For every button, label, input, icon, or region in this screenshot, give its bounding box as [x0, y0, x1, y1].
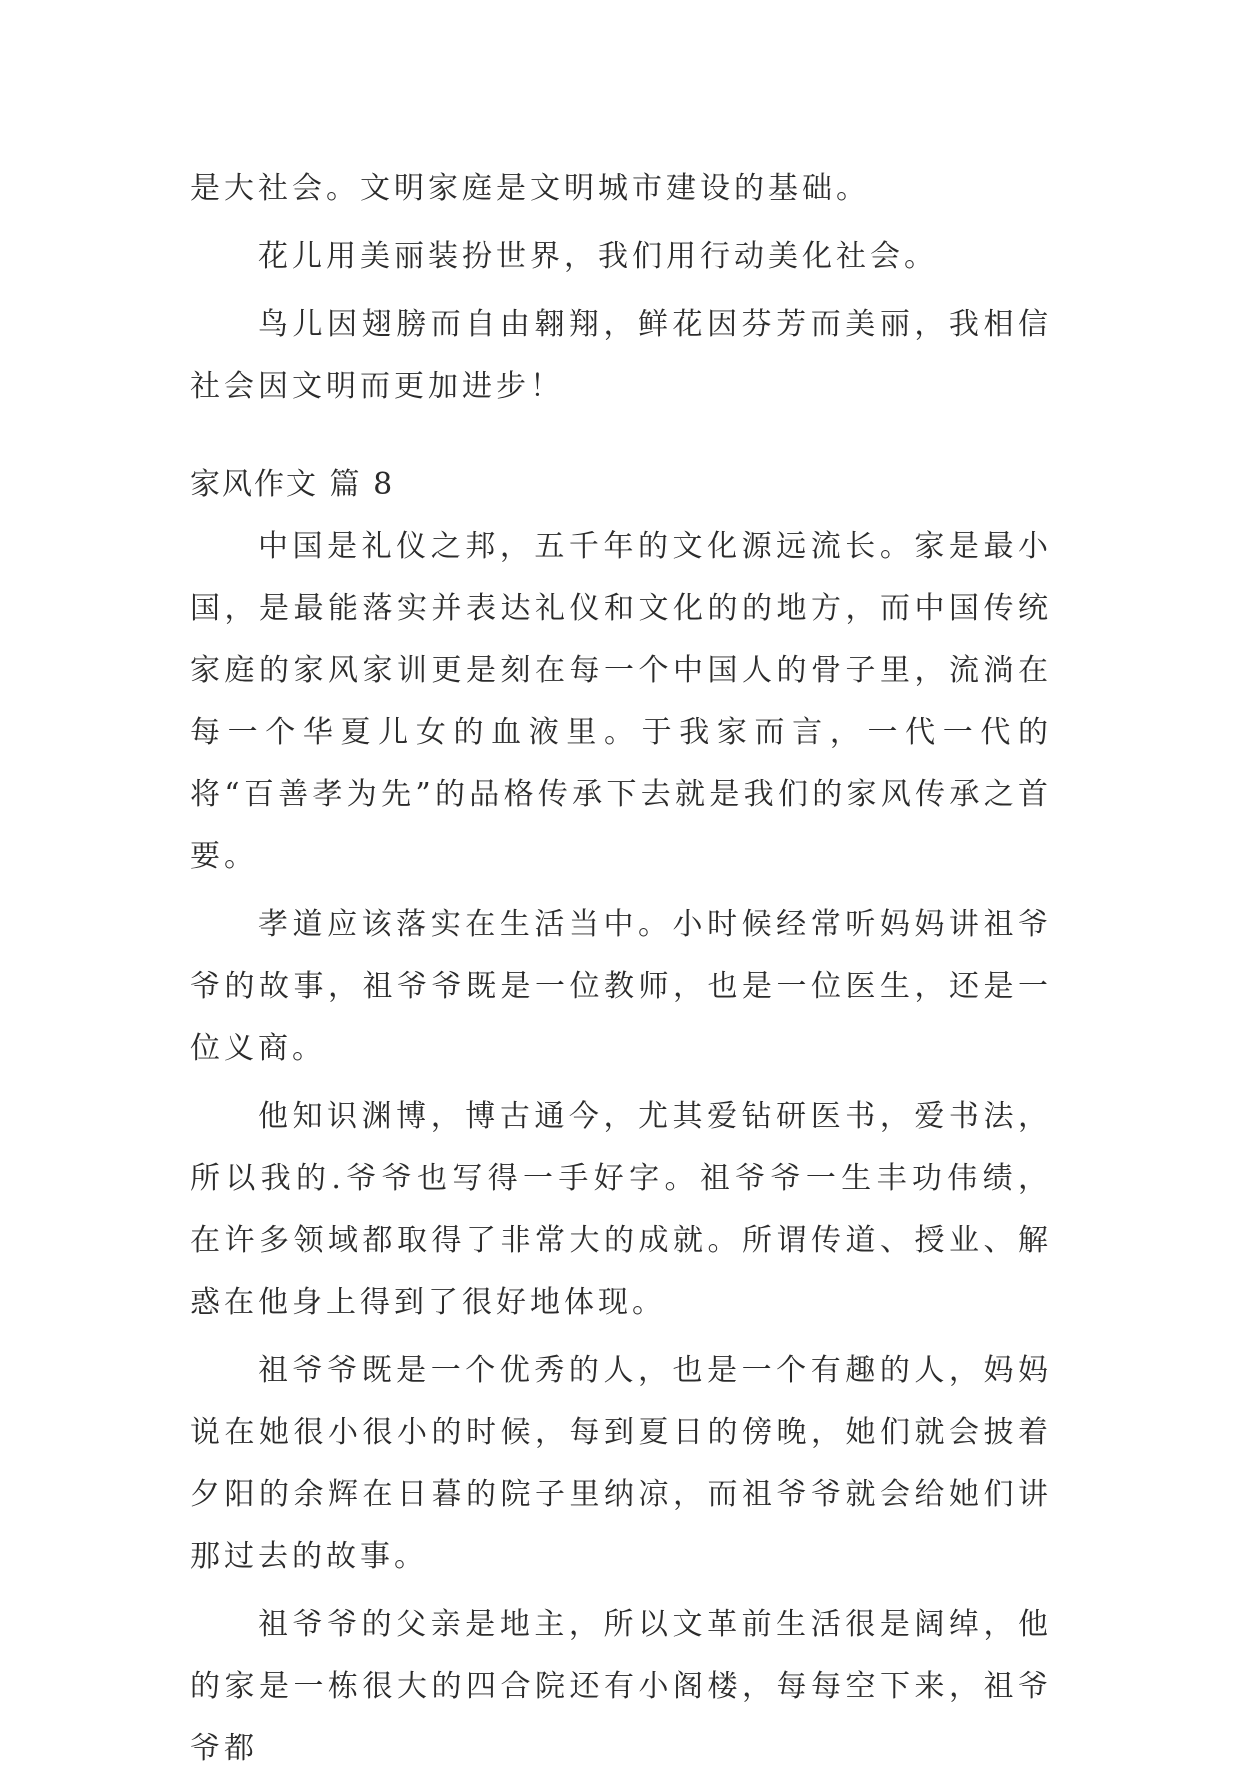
paragraph: 花儿用美丽装扮世界，我们用行动美化社会。	[258, 239, 938, 274]
document-body	[190, 158, 1052, 1780]
paragraph: 中国是礼仪之邦，五千年的文化源远流长。家是最小国，是最能落实并表达礼仪和文化的的地方，而中国传统家庭的家风家训更是刻在每一个中国人的骨子里，流淌在每一个华夏儿女的血液里。于我家而言，一代一代的将“百善孝为先”的品格传承下去就是我们的家风传承之首要。	[190, 529, 1052, 874]
section-heading: 家风作文 篇 8	[190, 467, 395, 502]
paragraph: 他知识渊博，博古通今，尤其爱钻研医书，爱书法，所以我的.爷爷也写得一手好字。祖爷爷一生丰功伟绩，在许多领域都取得了非常大的成就。所谓传道、授业、解惑在他身上得到了很好地体现。	[190, 1099, 1052, 1320]
paragraph: 祖爷爷既是一个优秀的人，也是一个有趣的人，妈妈说在她很小很小的时候，每到夏日的傍晚，她们就会披着夕阳的余辉在日暮的院子里纳凉，而祖爷爷就会给她们讲那过去的故事。	[190, 1353, 1052, 1574]
paragraph: 是大社会。文明家庭是文明城市建设的基础。	[190, 171, 870, 206]
paragraph: 孝道应该落实在生活当中。小时候经常听妈妈讲祖爷爷的故事，祖爷爷既是一位教师，也是一位医生，还是一位义商。	[190, 907, 1052, 1066]
paragraph: 鸟儿因翅膀而自由翱翔，鲜花因芬芳而美丽，我相信社会因文明而更加进步！	[190, 307, 1052, 404]
paragraph: 祖爷爷的父亲是地主，所以文革前生活很是阔绰，他的家是一栋很大的四合院还有小阁楼，每每空下来，祖爷爷都	[190, 1607, 1052, 1766]
